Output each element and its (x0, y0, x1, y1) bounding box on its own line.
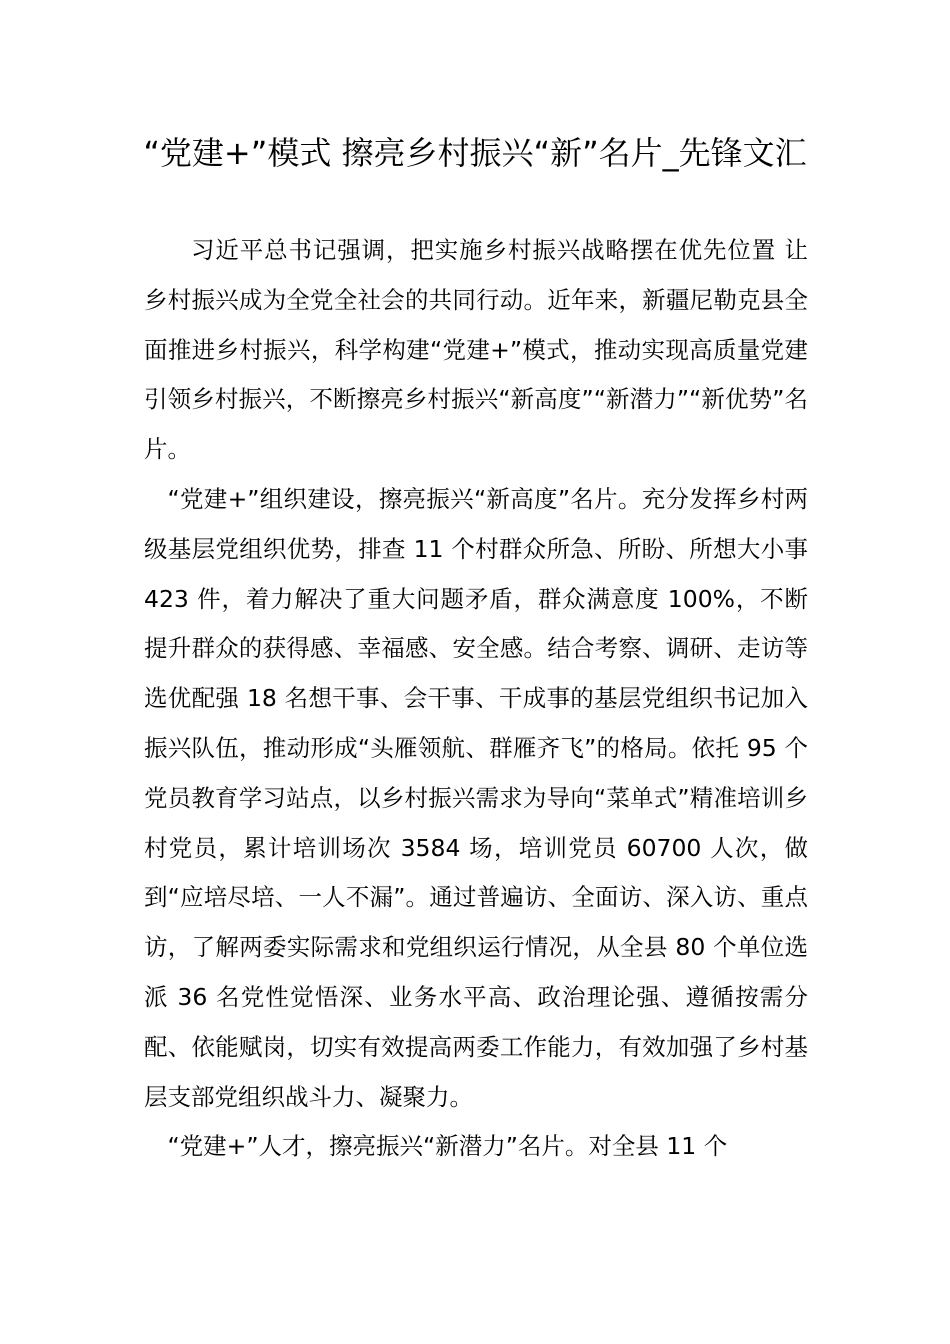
paragraph-talent: “党建+”人才，擦亮振兴“新潜力”名片。对全县 11 个 (167, 1132, 728, 1161)
paragraph-intro: 习近平总书记强调，把实施乡村振兴战略摆在优先位置 让乡村振兴成为全党全社会的共同行动。近年来，新疆尼勒克县全面推进乡村振兴，科学构建“党建+”模式，推动实现高质量党建引领乡村振兴，不断擦亮乡村振兴“新高度”“新潜力”“新优势”名片。 (144, 236, 808, 464)
paragraph-organization: “党建+”组织建设，擦亮振兴“新高度”名片。充分发挥乡村两级基层党组织优势，排查 11 个村群众所急、所盼、所想大小事 423 件，着力解决了重大问题矛盾，群众满意度 100%，不断提升群众的获得感、幸福感、安全感。结合考察、调研、走访等选优配强 18 名想干事、会干事、干成事的基层党组织书记加入振兴队伍，推动形成“头雁领航、群雁齐飞”的格局。依托 95 个党员教育学习站点，以乡村振兴需求为导向“菜单式”精准培训乡村党员，累计培训场次 3584 场，培训党员 60700 人次，做到“应培尽培、一人不漏”。通过普遍访、全面访、深入访、重点访，了解两委实际需求和党组织运行情况，从全县 80 个单位选派 36 名党性觉悟深、业务水平高、政治理论强、遵循按需分配、依能赋岗，切实有效提高两委工作能力，有效加强了乡村基层支部党组织战斗力、凝聚力。 (144, 484, 808, 1111)
document-body (144, 226, 808, 1172)
document-title: “党建+”模式 擦亮乡村振兴“新”名片_先锋文汇 (143, 134, 807, 172)
